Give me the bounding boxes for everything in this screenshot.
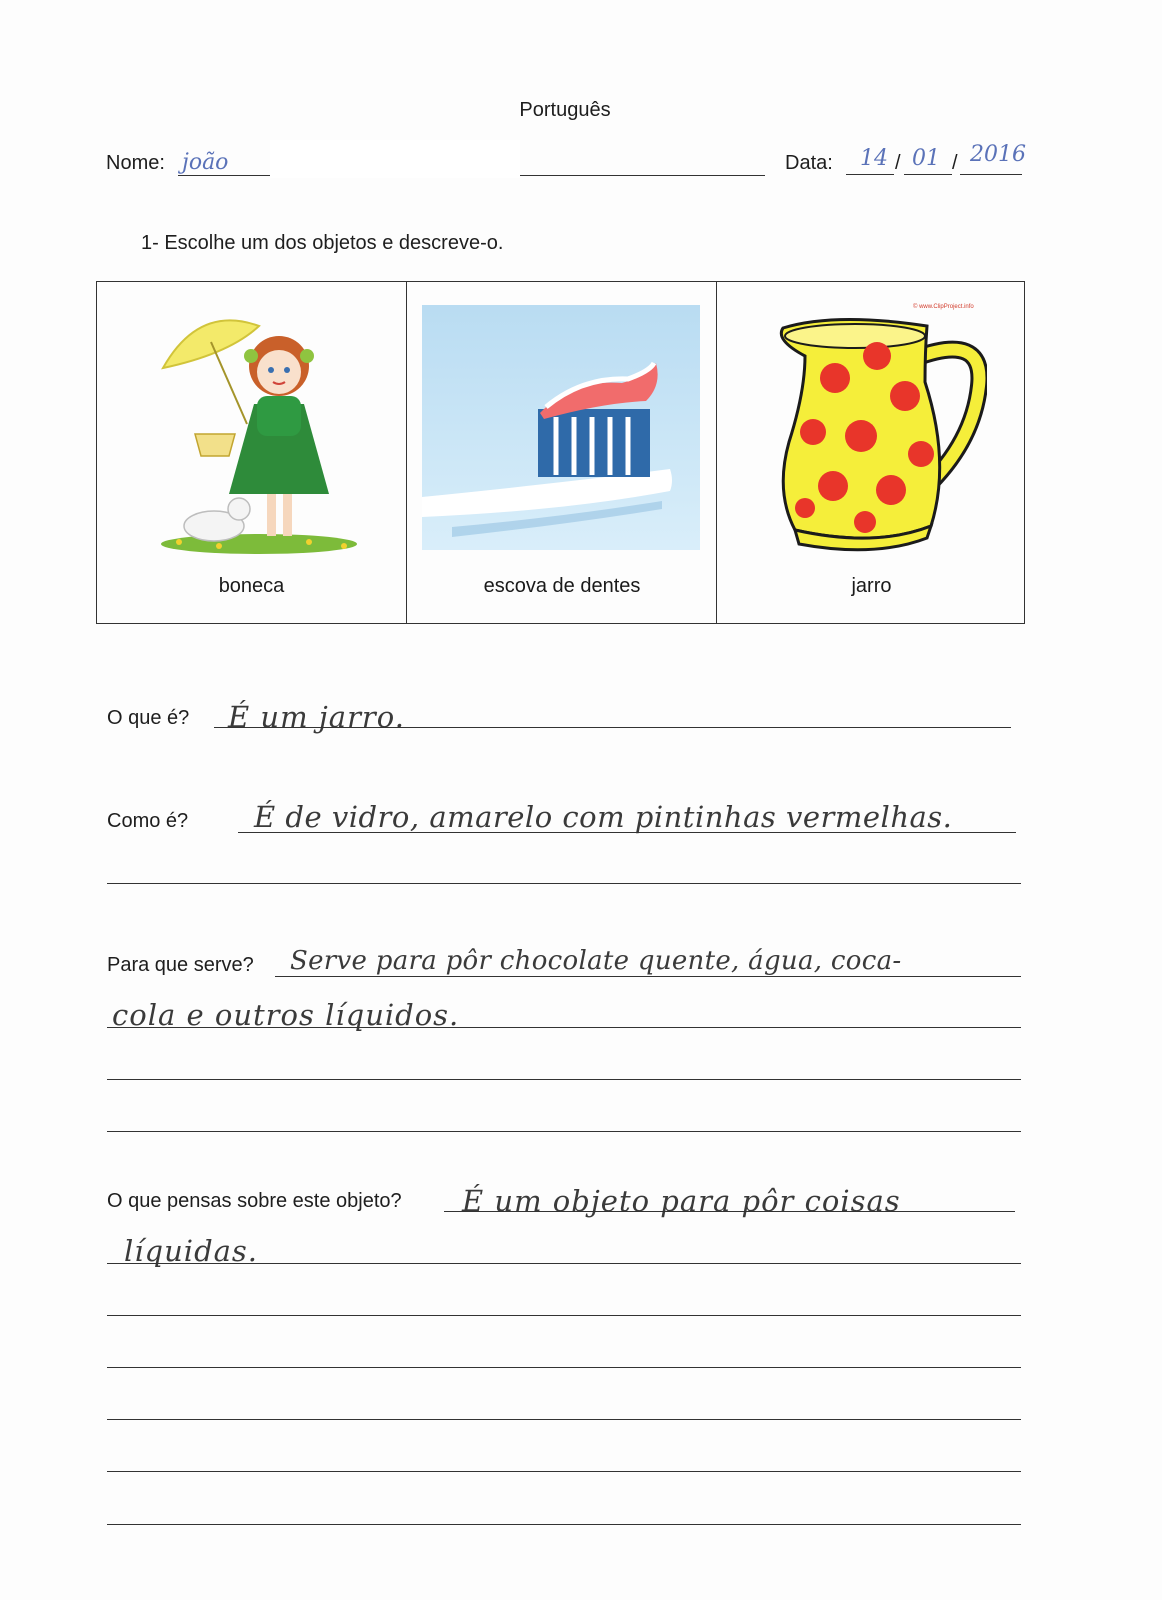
opinion-answer-line-1: É um objeto para pôr coisas — [462, 1184, 901, 1218]
opinion-line-2 — [107, 1263, 1021, 1264]
how-label: Como é? — [107, 810, 189, 832]
redacted-surname — [270, 140, 520, 178]
date-separator-1: / — [895, 152, 901, 174]
purpose-answer-line-2: cola e outros líquidos. — [112, 998, 460, 1032]
opinion-line-5 — [107, 1419, 1021, 1420]
date-month: 01 — [912, 146, 940, 171]
jug-image — [775, 312, 987, 562]
date-day: 14 — [860, 146, 888, 171]
question-prompt: 1- Escolhe um dos objetos e descreve-o. — [141, 232, 504, 254]
purpose-label: Para que serve? — [107, 954, 254, 976]
object-label-toothbrush: escova de dentes — [483, 575, 641, 597]
what-answer: É um jarro. — [228, 700, 405, 734]
opinion-answer-line-2: líquidas. — [124, 1234, 259, 1268]
what-line — [214, 727, 1011, 728]
opinion-line-3 — [107, 1315, 1021, 1316]
opinion-line-6 — [107, 1471, 1021, 1472]
date-month-line — [904, 174, 952, 175]
how-line-1 — [238, 832, 1016, 833]
object-cell-toothbrush — [406, 282, 717, 623]
opinion-line-4 — [107, 1367, 1021, 1368]
date-separator-2: / — [952, 152, 958, 174]
date-year-line — [960, 174, 1022, 175]
toothbrush-image — [422, 305, 700, 550]
purpose-line-1 — [275, 976, 1021, 977]
opinion-line-1 — [444, 1211, 1015, 1212]
objects-table — [96, 281, 1025, 624]
purpose-line-2 — [107, 1027, 1021, 1028]
purpose-answer-line-1: Serve para pôr chocolate quente, água, coca- — [290, 946, 902, 976]
how-line-2 — [107, 883, 1021, 884]
date-year: 2016 — [970, 142, 1026, 167]
what-label: O que é? — [107, 707, 190, 729]
purpose-line-4 — [107, 1131, 1021, 1132]
object-label-jug: jarro — [851, 575, 892, 597]
object-cell-doll — [97, 282, 406, 623]
date-day-line — [846, 174, 894, 175]
doll-image — [159, 304, 359, 554]
object-cell-jug — [716, 282, 1026, 623]
purpose-line-3 — [107, 1079, 1021, 1080]
how-answer: É de vidro, amarelo com pintinhas vermelhas. — [254, 800, 953, 834]
jug-image-credit: © www.ClipProject.info — [913, 304, 974, 310]
opinion-line-7 — [107, 1524, 1021, 1525]
date-label: Data: — [785, 152, 833, 174]
object-label-doll: boneca — [218, 575, 285, 597]
opinion-label: O que pensas sobre este objeto? — [107, 1190, 402, 1212]
subject-title: Português — [519, 99, 611, 121]
name-value: joão — [182, 150, 229, 175]
name-label: Nome: — [106, 152, 165, 174]
